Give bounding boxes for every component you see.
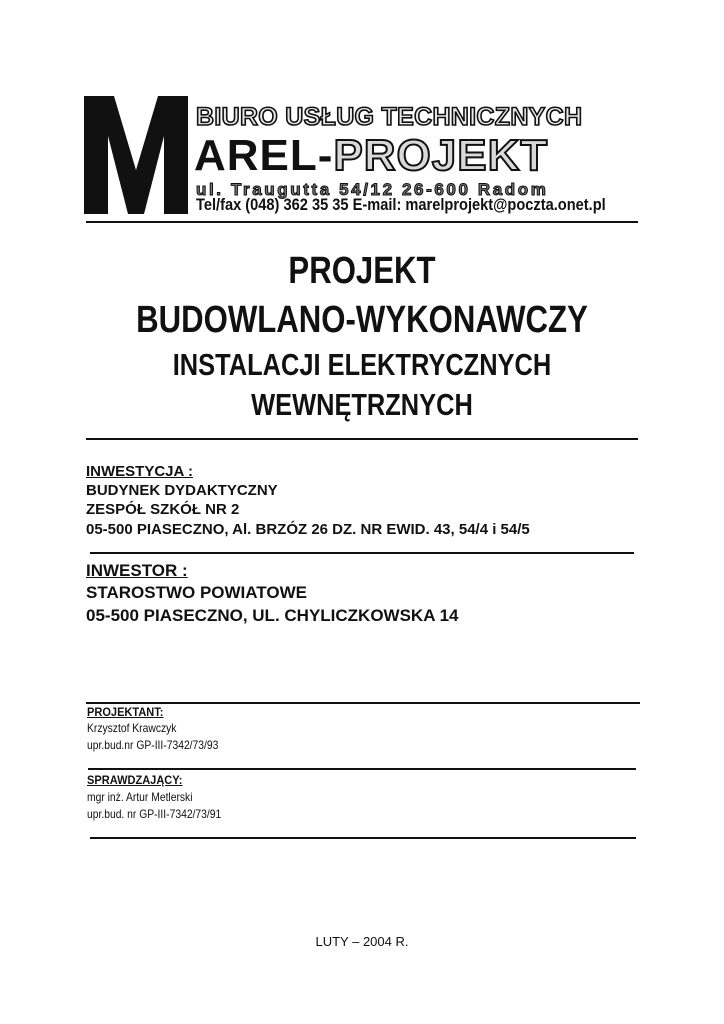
divider	[86, 702, 640, 704]
title-line-3: INSTALACJI ELEKTRYCZNYCH	[172, 347, 552, 382]
title-line-2: BUDOWLANO-WYKONAWCZY	[136, 299, 588, 341]
checker-heading: SPRAWDZAJĄCY:	[87, 773, 183, 787]
title-line-4: WEWNĘTRZNYCH	[251, 387, 473, 422]
designer-heading: PROJEKTANT:	[87, 705, 164, 719]
investor-line: STAROSTWO POWIATOWE	[86, 583, 307, 602]
logo-m-letter	[84, 96, 188, 214]
logo-company-line: BIURO USŁUG TECHNICZNYCH	[196, 103, 583, 131]
title-line-1: PROJEKT	[288, 250, 436, 292]
investment-line: 05-500 PIASECZNO, Al. BRZÓZ 26 DZ. NR EWID. 43, 54/4 i 54/5	[86, 521, 530, 538]
investment-line: BUDYNEK DYDAKTYCZNY	[86, 482, 278, 499]
logo-brand-dark: AREL-	[194, 131, 334, 180]
investment-line: ZESPÓŁ SZKÓŁ NR 2	[86, 501, 240, 518]
designer-line: upr.bud.nr GP-III-7342/73/93	[87, 738, 219, 752]
designer-line: Krzysztof Krawczyk	[87, 721, 177, 735]
divider	[86, 221, 638, 223]
divider	[88, 768, 636, 770]
checker-line: mgr inż. Artur Metlerski	[87, 790, 193, 804]
investment-heading: INWESTYCJA :	[86, 463, 193, 480]
checker-line: upr.bud. nr GP-III-7342/73/91	[87, 807, 222, 821]
divider	[90, 552, 634, 554]
divider	[86, 438, 638, 440]
document-date: LUTY – 2004 R.	[315, 934, 409, 949]
logo-address: ul. Traugutta 54/12 26-600 Radom	[196, 180, 549, 199]
divider	[90, 837, 636, 839]
logo-brand-light: PROJEKT	[333, 131, 549, 180]
logo-contact: Tel/fax (048) 362 35 35 E-mail: marelprojekt@poczta.onet.pl	[196, 195, 606, 214]
investor-heading: INWESTOR :	[86, 561, 188, 580]
investor-line: 05-500 PIASECZNO, UL. CHYLICZKOWSKA 14	[86, 606, 459, 625]
logo-brand-name	[194, 131, 549, 180]
